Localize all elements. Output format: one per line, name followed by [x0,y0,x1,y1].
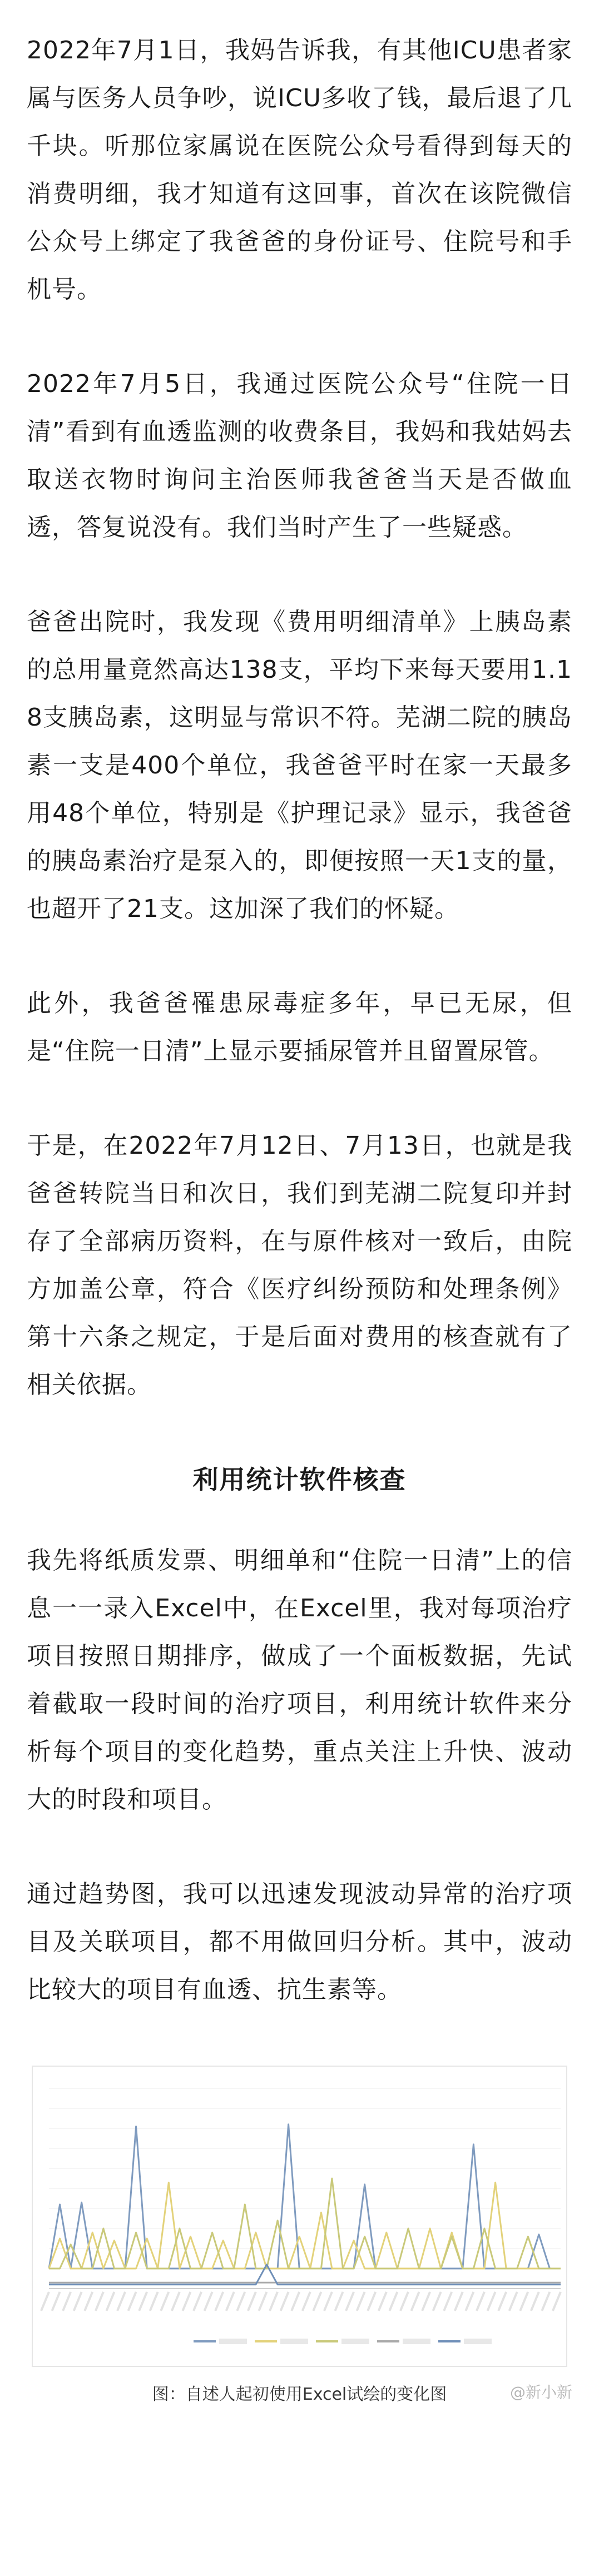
legend-entry-4 [403,2339,430,2344]
legend-entry-5 [464,2339,492,2344]
watermark: @新小新 [509,2383,572,2401]
paragraph-3: 爸爸出院时，我发现《费用明细清单》上胰岛素的总用量竟然高达138支，平均下来每天要用1.18支胰岛素，这明显与常识不符。芜湖二院的胰岛素一支是400个单位，我爸爸平时在家一天最多用48个单位，特别是《护理记录》显示，我爸爸的胰岛素治疗是泵入的，即便按照一天1支的量，也超开了21支。这加深了我们的怀疑。 [27,608,572,923]
paragraph-4: 此外，我爸爸罹患尿毒症多年，早已无尿，但是“住院一日清”上显示要插尿管并且留置尿管。 [27,989,572,1065]
legend-entry-3 [341,2339,369,2344]
legend-entry-2 [280,2339,308,2344]
paragraph-2: 2022年7月5日，我通过医院公众号“住院一日清”看到有血透监测的收费条目，我妈和我姑妈去取送衣物时询问主治医师我爸爸当天是否做血透，答复说没有。我们当时产生了一些疑惑。 [27,370,572,542]
trend-chart [27,2061,572,2372]
section-heading: 利用统计软件核查 [192,1465,407,1495]
paragraph-7: 通过趋势图，我可以迅速发现波动异常的治疗项目及关联项目，都不用做回归分析。其中，波动比较大的项目有血透、抗生素等。 [27,1880,572,2004]
legend-entry-1 [219,2339,247,2344]
chart-frame-border [32,2066,567,2366]
paragraph-1: 2022年7月1日，我妈告诉我，有其他ICU患者家属与医务人员争吵，说ICU多收了钱，最后退了几千块。听那位家属说在医院公众号看得到每天的消费明细，我才知道有这回事，首次在该院微信公众号上绑定了我爸爸的身份证号、住院号和手机号。 [27,36,572,304]
figure-caption: 图：自述人起初使用Excel试绘的变化图 [152,2385,447,2404]
paragraph-6: 我先将纸质发票、明细单和“住院一日清”上的信息一一录入Excel中，在Excel里，我对每项治疗项目按照日期排序，做成了一个面板数据，先试着截取一段时间的治疗项目，利用统计软件来分析每个项目的变化趋势，重点关注上升快、波动大的时段和项目。 [27,1546,572,1814]
paragraph-5: 于是，在2022年7月12日、7月13日，也就是我爸爸转院当日和次日，我们到芜湖二院复印并封存了全部病历资料，在与原件核对一致后，由院方加盖公章，符合《医疗纠纷预防和处理条例》第十六条之规定，于是后面对费用的核查就有了相关依据。 [27,1131,572,1399]
chart-figure [27,2061,572,2416]
